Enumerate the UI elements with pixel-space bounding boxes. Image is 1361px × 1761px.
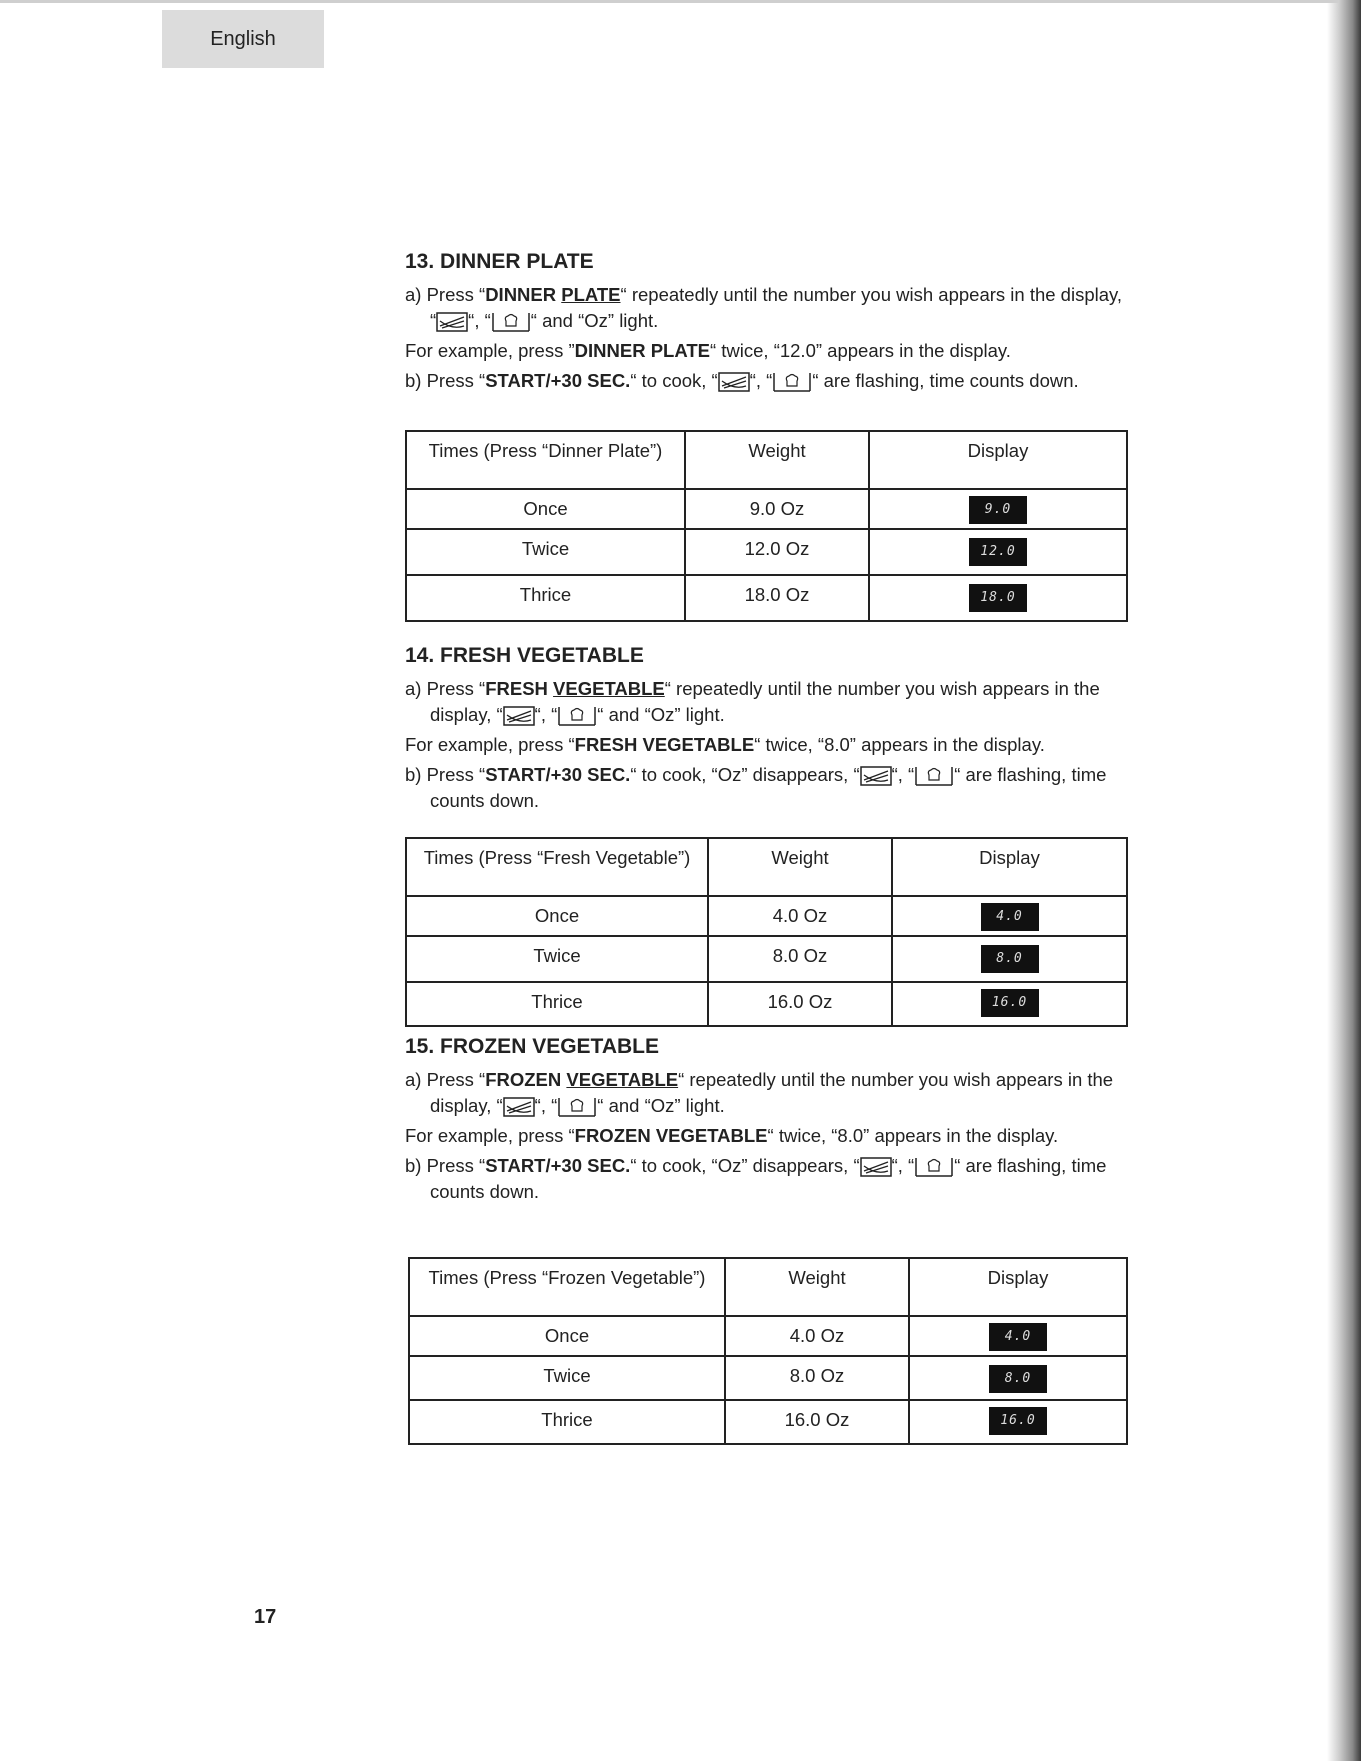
page-top-edge <box>0 0 1361 3</box>
step-a: a) Press “DINNER PLATE“ repeatedly until the number you wish appears in the display, “ “, “ “ and “Oz” light. <box>405 284 1123 331</box>
lcd-display: 18.0 <box>969 584 1027 612</box>
section-title: 14. FRESH VEGETABLE <box>405 644 644 667</box>
section-fresh-vegetable <box>405 642 1125 814</box>
dinner-plate-icon <box>860 766 892 786</box>
lcd-display: 16.0 <box>981 989 1039 1017</box>
lcd-display: 8.0 <box>989 1365 1047 1393</box>
table-row: Thrice 18.0 Oz 18.0 <box>406 575 1127 621</box>
table-row: Once 9.0 Oz 9.0 <box>406 489 1127 529</box>
chef-hat-icon <box>772 372 812 392</box>
dinner-plate-icon <box>503 1097 535 1117</box>
table-header-row: Times (Press “Frozen Vegetable”) Weight Display <box>409 1258 1127 1316</box>
table-row: Twice 8.0 Oz 8.0 <box>406 936 1127 982</box>
language-tab: English <box>162 10 324 68</box>
section-frozen-vegetable <box>405 1033 1125 1205</box>
lcd-display: 4.0 <box>981 903 1039 931</box>
dinner-plate-icon <box>436 312 468 332</box>
lcd-display: 9.0 <box>969 496 1027 524</box>
chef-hat-icon <box>491 312 531 332</box>
table-row: Once 4.0 Oz 4.0 <box>409 1316 1127 1356</box>
table-row: Once 4.0 Oz 4.0 <box>406 896 1127 936</box>
chef-hat-icon <box>557 1097 597 1117</box>
table-header-row: Times (Press “Dinner Plate”) Weight Display <box>406 431 1127 489</box>
lcd-display: 12.0 <box>969 538 1027 566</box>
step-a: a) Press “FRESH VEGETABLE“ repeatedly until the number you wish appears in the display, “ “, “ “ and “Oz” light. <box>405 678 1100 725</box>
section-dinner-plate <box>405 248 1125 394</box>
lcd-display: 4.0 <box>989 1323 1047 1351</box>
dinner-plate-icon <box>718 372 750 392</box>
dinner-plate-icon <box>503 706 535 726</box>
frozen-vegetable-table <box>408 1257 1128 1445</box>
lcd-display: 16.0 <box>989 1407 1047 1435</box>
chef-hat-icon <box>914 766 954 786</box>
example-text: For example, press “FROZEN VEGETABLE“ twice, “8.0” appears in the display. <box>405 1125 1059 1146</box>
fresh-vegetable-table <box>405 837 1128 1027</box>
lcd-display: 8.0 <box>981 945 1039 973</box>
table-row: Twice 12.0 Oz 12.0 <box>406 529 1127 575</box>
table-row: Thrice 16.0 Oz 16.0 <box>406 982 1127 1026</box>
table-header-row: Times (Press “Fresh Vegetable”) Weight Display <box>406 838 1127 896</box>
table-row: Thrice 16.0 Oz 16.0 <box>409 1400 1127 1444</box>
section-title: 15. FROZEN VEGETABLE <box>405 1035 659 1058</box>
dinner-plate-icon <box>860 1157 892 1177</box>
example-text: For example, press ”DINNER PLATE“ twice, “12.0” appears in the display. <box>405 340 1011 361</box>
step-b: b) Press “START/+30 SEC.“ to cook, “Oz” disappears, “ “, “ “ are flashing, time counts down. <box>405 764 1107 811</box>
table-row: Twice 8.0 Oz 8.0 <box>409 1356 1127 1400</box>
step-a: a) Press “FROZEN VEGETABLE“ repeatedly until the number you wish appears in the display, “ “, “ “ and “Oz” light. <box>405 1069 1114 1116</box>
chef-hat-icon <box>914 1157 954 1177</box>
binding-shadow <box>1327 0 1361 1761</box>
dinner-plate-table <box>405 430 1128 622</box>
chef-hat-icon <box>557 706 597 726</box>
step-b: b) Press “START/+30 SEC.“ to cook, “Oz” disappears, “ “, “ “ are flashing, time counts down. <box>405 1155 1107 1202</box>
section-title: 13. DINNER PLATE <box>405 250 594 273</box>
page-number: 17 <box>254 1606 277 1628</box>
step-b: b) Press “START/+30 SEC.“ to cook, “ “, “ “ are flashing, time counts down. <box>405 370 1079 391</box>
example-text: For example, press “FRESH VEGETABLE“ twice, “8.0” appears in the display. <box>405 734 1045 755</box>
